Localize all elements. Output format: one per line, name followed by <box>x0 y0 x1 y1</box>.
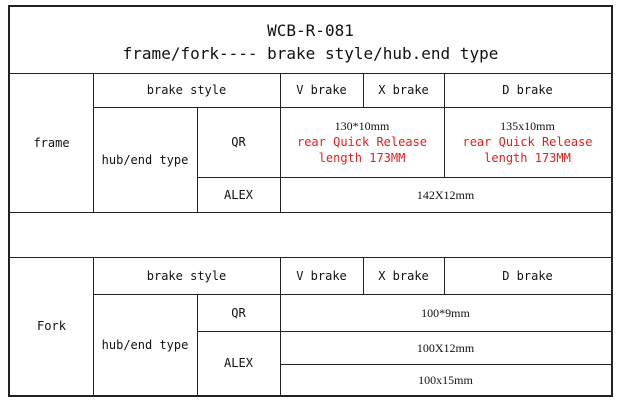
frame-qr-d-note1: rear Quick Release <box>462 135 593 149</box>
frame-section-label: frame <box>33 135 70 150</box>
spec-table <box>8 5 613 397</box>
fork-section-label: Fork <box>37 319 66 333</box>
frame-qr-vx-note2: length 173MM <box>318 151 406 165</box>
frame-qr-d-note2: length 173MM <box>484 151 571 165</box>
fork-alex-value-2: 100x15mm <box>418 372 473 387</box>
fork-v-brake: V brake <box>296 268 347 283</box>
frame-hub-end-type-label: hub/end type <box>101 152 189 167</box>
fork-x-brake: X brake <box>378 268 429 283</box>
frame-alex-label: ALEX <box>224 187 253 202</box>
frame-x-brake: X brake <box>378 83 429 97</box>
fork-brake-style-label: brake style <box>146 268 227 283</box>
fork-hub-end-type-label: hub/end type <box>101 337 189 352</box>
frame-qr-label: QR <box>231 135 246 149</box>
frame-qr-vx-size: 130*10mm <box>334 119 390 133</box>
divider <box>10 212 611 213</box>
fork-d-brake: D brake <box>502 268 553 283</box>
frame-qr-d-size: 135x10mm <box>500 119 555 133</box>
fork-alex-label: ALEX <box>224 356 253 370</box>
model-code: WCB-R-081 <box>267 21 354 40</box>
fork-qr-label: QR <box>231 305 246 320</box>
frame-qr-d-value <box>444 107 611 177</box>
fork-qr-value: 100*9mm <box>421 305 470 320</box>
frame-qr-vx-value <box>280 107 444 177</box>
table-subtitle: frame/fork---- brake style/hub.end type <box>122 44 499 63</box>
frame-alex-value: 142X12mm <box>416 187 475 202</box>
frame-brake-style-label: brake style <box>146 83 227 97</box>
frame-v-brake: V brake <box>296 83 347 97</box>
table-header <box>10 7 611 73</box>
fork-alex-value-1: 100X12mm <box>416 340 475 355</box>
frame-qr-vx-note1: rear Quick Release <box>296 135 428 149</box>
frame-d-brake: D brake <box>502 83 553 97</box>
